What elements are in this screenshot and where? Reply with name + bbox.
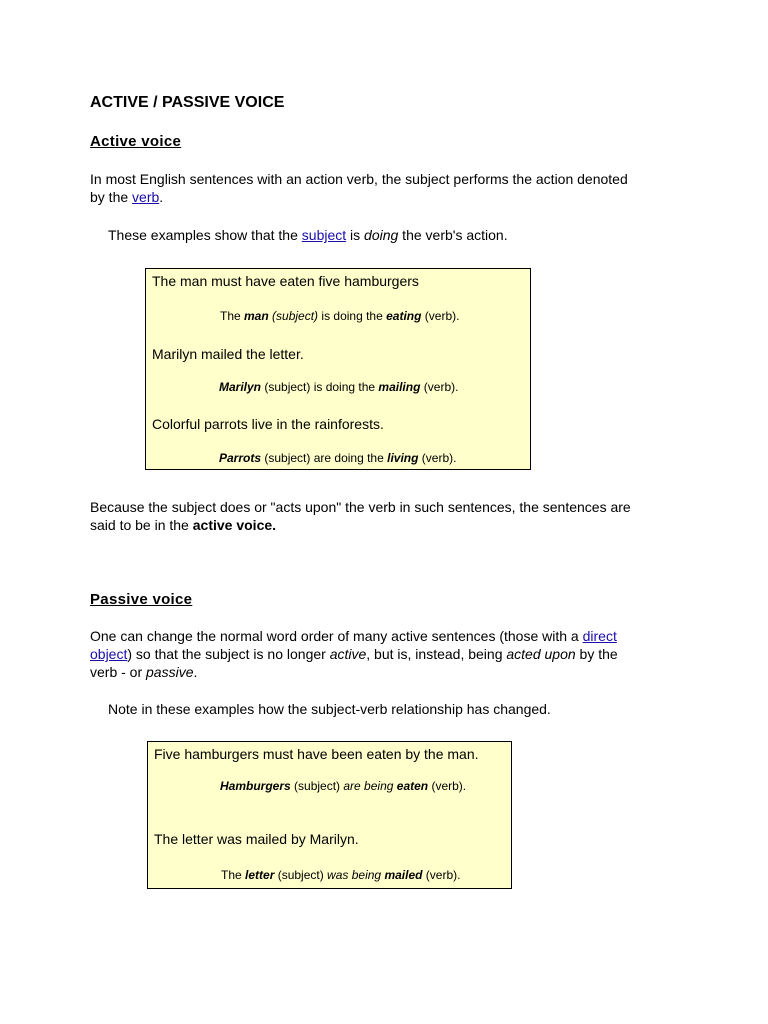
subject-word: Marilyn — [219, 380, 262, 394]
text: The — [221, 868, 246, 882]
subject-word: letter — [245, 868, 275, 882]
verb-word: eating — [386, 309, 422, 323]
example-explanation — [219, 451, 456, 465]
verb-word: living — [387, 451, 419, 465]
text: (subject) — [290, 779, 344, 793]
example-sentence: Five hamburgers must have been eaten by the man. — [154, 746, 479, 762]
text-italic: are being — [343, 779, 394, 793]
subject-word: Parrots — [219, 451, 262, 465]
text-bold: active voice. — [192, 517, 277, 533]
text: by the — [90, 189, 133, 205]
text: . — [193, 664, 198, 680]
example-sentence: Marilyn mailed the letter. — [152, 346, 304, 362]
passive-intro-line-3 — [90, 663, 618, 681]
text-italic: active — [329, 646, 367, 662]
text: (subject) is doing the — [261, 380, 379, 394]
text: . — [159, 189, 164, 205]
text: the verb's action. — [398, 227, 508, 243]
text-italic: passive — [146, 664, 194, 680]
text: (verb). — [418, 451, 457, 465]
passive-note: Note in these examples how the subject-verb relationship has changed. — [108, 701, 551, 717]
text: (verb). — [420, 380, 459, 394]
verb-word: mailed — [384, 868, 423, 882]
example-sentence: The man must have eaten five hamburgers — [152, 273, 419, 289]
text-italic: (subject) — [268, 309, 319, 323]
passive-intro-paragraph — [90, 627, 618, 681]
text-italic: was being — [327, 868, 382, 882]
subject-word: man — [244, 309, 269, 323]
text: verb - or — [90, 664, 147, 680]
example-sentence: The letter was mailed by Marilyn. — [154, 831, 359, 847]
text: (verb). — [421, 309, 460, 323]
passive-voice-heading: Passive voice — [90, 591, 193, 608]
verb-word: mailing — [378, 380, 421, 394]
active-intro-line-2 — [90, 188, 628, 206]
text: said to be in the — [90, 517, 193, 533]
example-sentence: Colorful parrots live in the rainforests. — [152, 416, 384, 432]
text: (verb). — [422, 868, 461, 882]
page-title: ACTIVE / PASSIVE VOICE — [90, 94, 285, 111]
active-intro-line-1: In most English sentences with an action verb, the subject performs the action denoted — [90, 171, 628, 187]
text: is — [346, 227, 365, 243]
active-voice-heading: Active voice — [90, 133, 182, 150]
active-examples-box — [145, 268, 531, 470]
text: One can change the normal word order of many active sentences (those with a — [90, 628, 583, 644]
text: The — [220, 309, 245, 323]
text: (verb). — [428, 779, 467, 793]
example-explanation — [219, 380, 458, 394]
text: , but is, instead, being — [366, 646, 507, 662]
active-conclusion-line-2 — [90, 516, 631, 534]
text: by the — [575, 646, 618, 662]
example-explanation — [220, 779, 466, 793]
active-conclusion-paragraph — [90, 498, 631, 534]
text-italic: acted upon — [506, 646, 576, 662]
text: ) so that the subject is no longer — [127, 646, 330, 662]
active-examples-intro — [108, 226, 508, 244]
verb-link[interactable]: verb — [132, 189, 160, 205]
example-explanation — [220, 309, 459, 323]
passive-intro-line-1 — [90, 627, 618, 645]
text: These examples show that the — [108, 227, 302, 243]
verb-word: eaten — [396, 779, 429, 793]
text: (subject) are doing the — [261, 451, 388, 465]
example-explanation — [221, 868, 460, 882]
active-conclusion-line-1: Because the subject does or "acts upon" the verb in such sentences, the sentences are — [90, 499, 631, 515]
text: (subject) — [274, 868, 328, 882]
direct-object-link[interactable]: direct — [582, 628, 617, 644]
active-intro-paragraph — [90, 170, 628, 206]
subject-word: Hamburgers — [220, 779, 291, 793]
passive-examples-box — [147, 741, 512, 889]
text: is doing the — [318, 309, 387, 323]
passive-intro-line-2 — [90, 645, 618, 663]
text-italic: doing — [364, 227, 399, 243]
subject-link[interactable]: subject — [301, 227, 347, 243]
direct-object-link-cont[interactable]: object — [90, 646, 128, 662]
